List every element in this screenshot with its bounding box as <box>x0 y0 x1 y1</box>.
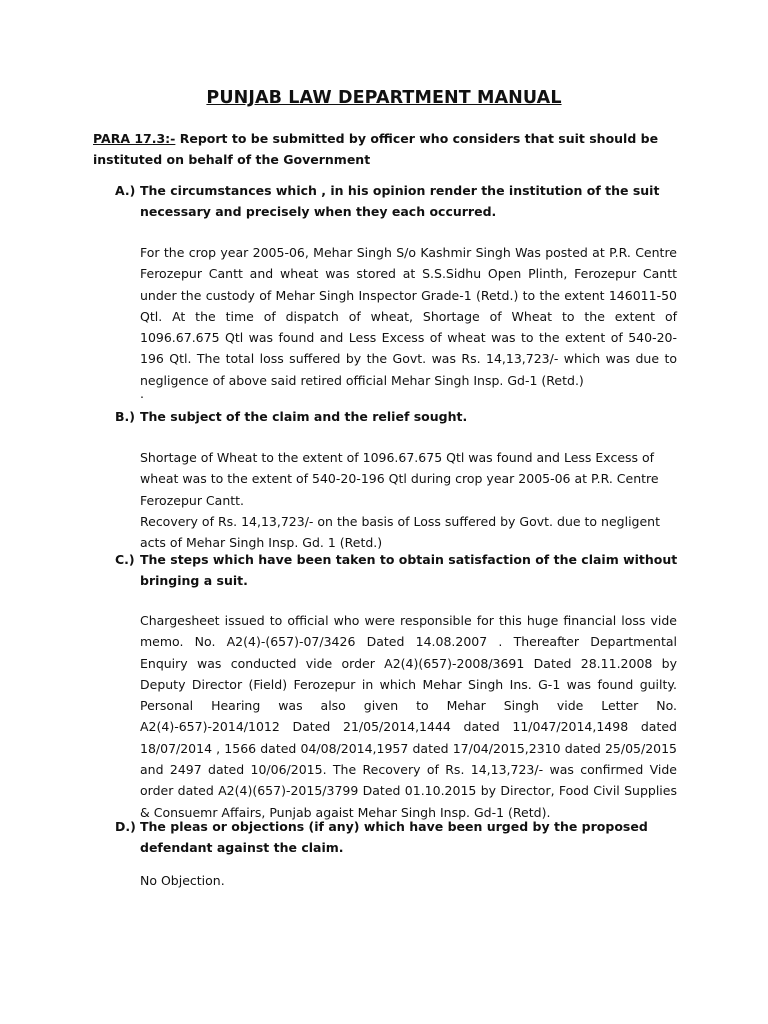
para-intro <box>93 128 678 170</box>
section-d-body <box>140 870 677 891</box>
section-a-body <box>140 242 677 391</box>
section-d-letter: D.) <box>115 819 136 834</box>
section-a-trailing-mark: . <box>140 386 144 401</box>
section-b-heading-text: The subject of the claim and the relief sought. <box>140 409 468 424</box>
section-c-letter: C.) <box>115 552 135 567</box>
section-d-heading-text: The pleas or objections (if any) which have been urged by the proposed defendant against the claim. <box>140 819 648 855</box>
section-a-letter: A.) <box>115 183 136 198</box>
section-a-heading <box>115 180 678 222</box>
para-intro-text: Report to be submitted by officer who considers that suit should be instituted on behalf of the Government <box>93 131 659 167</box>
section-d-heading <box>115 816 678 858</box>
section-b-letter: B.) <box>115 409 135 424</box>
section-a-body-text: For the crop year 2005-06, Mehar Singh S/o Kashmir Singh Was posted at P.R. Centre Ferozepur Cantt and wheat was stored at S.S.Sidhu Open Plinth, Ferozepur Cantt under the custody of Mehar Singh Inspector Grade-1 (Retd.) to the extent 146011-50 Qtl. At the time of dispatch of wheat, Shortage of Wheat to the extent of 1096.67.675 Qtl was found and Less Excess of wheat was to the extent of 540-20-196 Qtl. The total loss suffered by the Govt. was Rs. 14,13,723/- which was due to negligence of above said retired official Mehar Singh Insp. Gd-1 (Retd.) <box>140 245 677 388</box>
section-c-body-text: Chargesheet issued to official who were responsible for this huge financial loss vide memo. No. A2(4)-(657)-07/3426 Dated 14.08.2007 . Thereafter Departmental Enquiry was conducted vide order A2(4)(657)-2008/3691 Dated 28.11.2008 by Deputy Director (Field) Ferozepur in which Mehar Singh Ins. G-1 was found guilty. Personal Hearing was also given to Mehar Singh vide Letter No. A2(4)-657)-2014/1012 Dated 21/05/2014,1444 dated 11/047/2014,1498 dated 18/07/2014 , 1566 dated 04/08/2014,1957 dated 17/04/2015,2310 dated 25/05/2015 and 2497 dated 10/06/2015. The Recovery of Rs. 14,13,723/- was confirmed Vide order dated A2(4)(657)-2015/3799 Dated 01.10.2015 by Director, Food Civil Supplies & Consuemr Affairs, Punjab agaist Mehar Singh Insp. Gd-1 (Retd). <box>140 613 677 820</box>
section-c-heading-text: The steps which have been taken to obtain satisfaction of the claim without bringing a suit. <box>140 552 678 588</box>
page-title: PUNJAB LAW DEPARTMENT MANUAL <box>206 88 562 108</box>
section-b-body-text-2: Recovery of Rs. 14,13,723/- on the basis of Loss suffered by Govt. due to negligent acts of Mehar Singh Insp. Gd. 1 (Retd.) <box>140 513 660 551</box>
section-b-body-text: Shortage of Wheat to the extent of 1096.67.675 Qtl was found and Less Excess of wheat was to the extent of 540-20-196 Qtl during crop year 2005-06 at P.R. Centre Ferozepur Cantt. <box>140 450 659 508</box>
para-reference: PARA 17.3:- <box>93 131 176 146</box>
section-a-heading-text: The circumstances which , in his opinion render the institution of the suit necessary and precisely when they each occurred. <box>140 183 660 219</box>
section-c-heading <box>115 549 678 591</box>
section-c-body <box>140 610 677 823</box>
section-b-heading <box>115 406 678 427</box>
section-d-body-text: No Objection. <box>140 873 225 888</box>
section-b-body <box>140 447 668 553</box>
